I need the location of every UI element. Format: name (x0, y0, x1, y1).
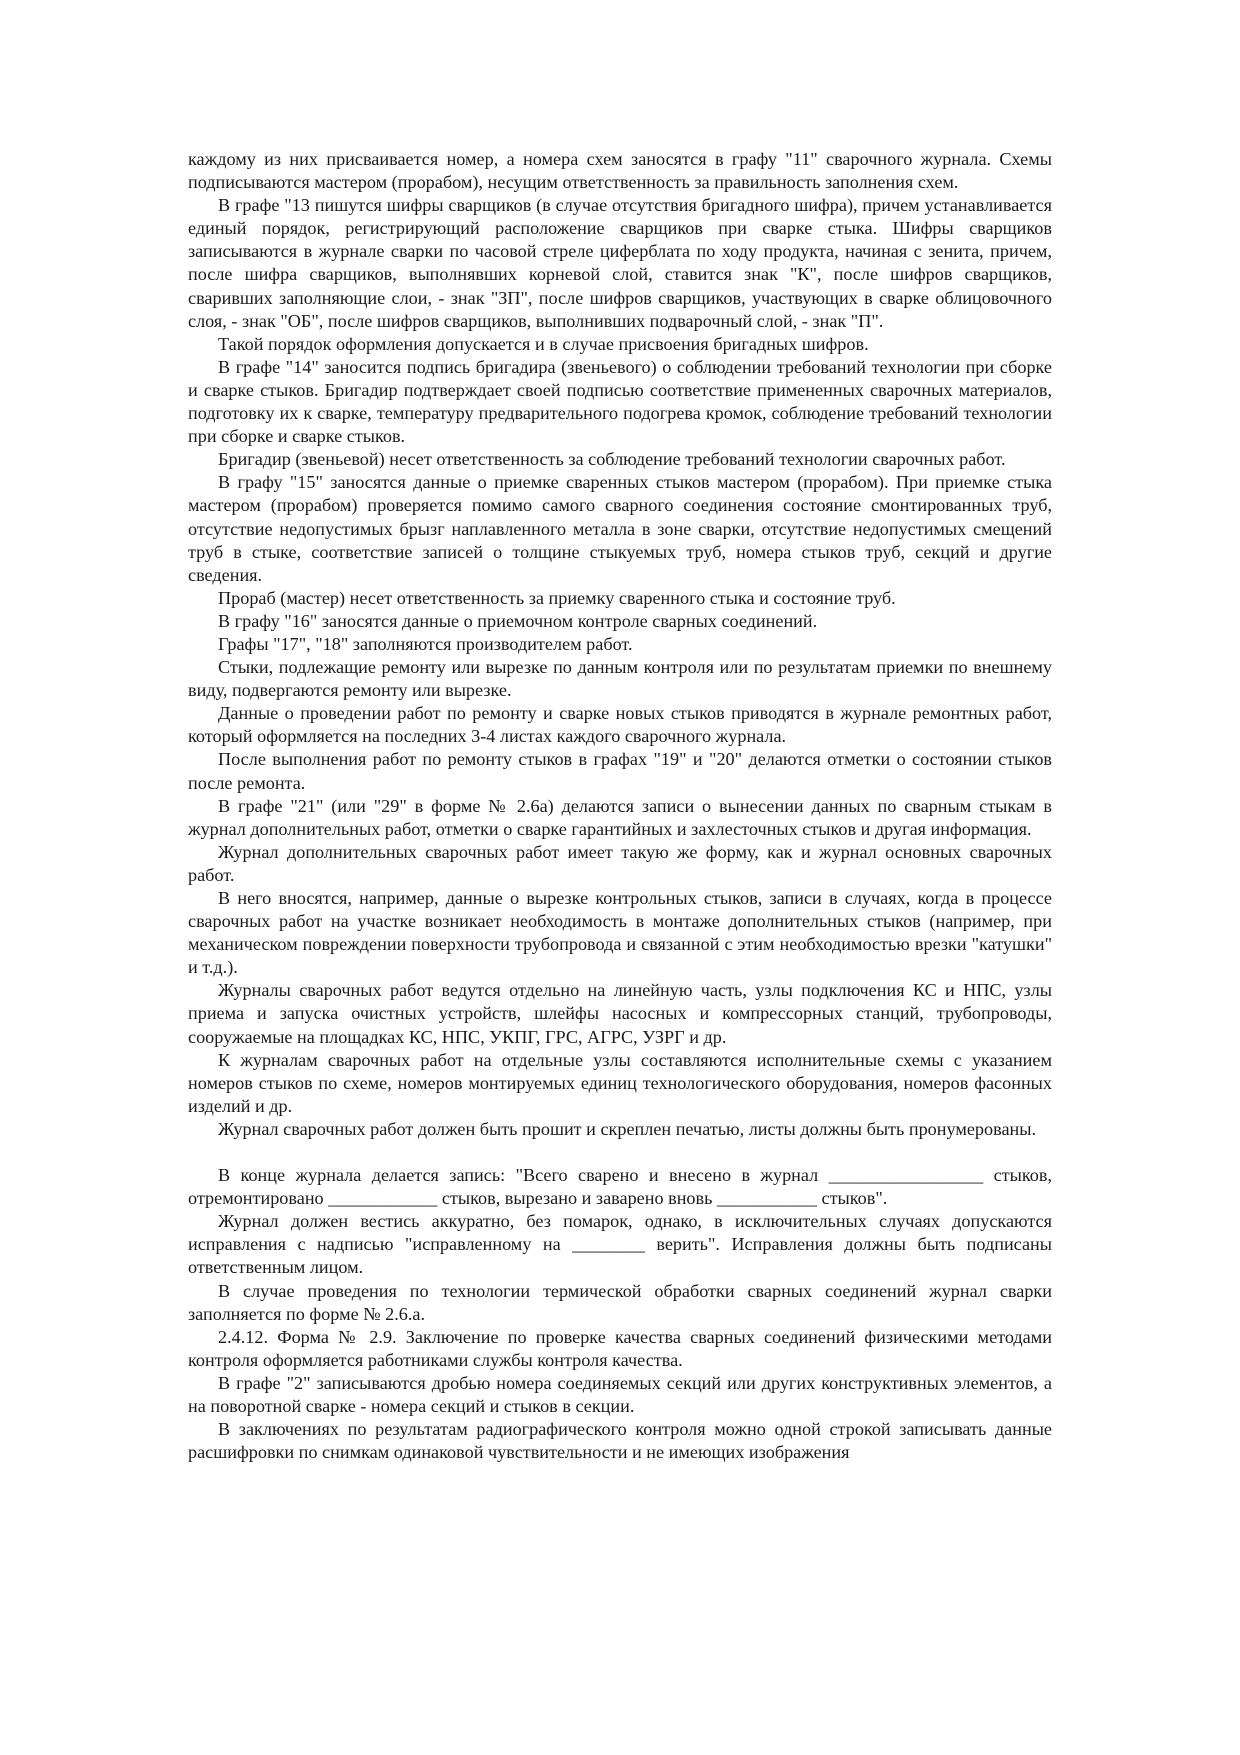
paragraph-column-13: В графе "13 пишутся шифры сварщиков (в случае отсутствия бригадного шифра), причем устанавливается единый порядок, регистрирующий расположение сварщиков при сварке стыка. Шифры сварщиков записываются в журнале сварки по часовой стреле циферблата по ходу продукта, начиная с зенита, причем, после шифра сварщиков, выполнявших корневой слой, ставится знак "К", после шифров сварщиков, сваривших заполняющие слои, - знак "ЗП", после шифров сварщиков, участвующих в сварке облицовочного слоя, - знак "ОБ", после шифров сварщиков, выполнивших подварочный слой, - знак "П". (188, 195, 1052, 331)
paragraph-form-2-9: 2.4.12. Форма № 2.9. Заключение по проверке качества сварных соединений физическими методами контроля оформляется работниками службы контроля качества. (188, 1326, 1052, 1370)
paragraph-schemes-signing: каждому из них присваивается номер, а номера схем заносятся в графу "11" сварочного журнала. Схемы подписываются мастером (прорабом), несущим ответственность за правильность заполнения схем. (188, 149, 1052, 193)
paragraph-column-14: В графе "14" заносится подпись бригадира (звеньевого) о соблюдении требований технологии при сборке и сварке стыков. Бригадир подтверждает своей подписью соответствие примененных сварочных материалов, подготовку их к сварке, температуру предварительного подогрева кромок, соблюдение требований технологии при сборке и сварке стыков. (188, 356, 1052, 447)
paragraph-additional-journal-content: В него вносятся, например, данные о вырезке контрольных стыков, записи в случаях, когда в процессе сварочных работ на участке возникает необходимость в монтаже дополнительных стыков (например, при механическом повреждении поверхности трубопровода и связанной с этим необходимостью врезки "катушки" и т.д.). (188, 888, 1052, 978)
paragraph-column-16: В графу "16" заносятся данные о приемочном контроле сварных соединений. (218, 610, 818, 631)
paragraph-column-2: В графе "2" записываются дробью номера соединяемых секций или других конструктивных элементов, а на поворотной сварке - номера секций и стыков в секции. (188, 1372, 1052, 1416)
paragraph-foreman-responsibility: Прораб (мастер) несет ответственность за приемку сваренного стыка и состояние труб. (218, 587, 896, 608)
paragraph-journal-end-record: В конце журнала делается запись: "Всего сварено и внесено в журнал _________________ стыков, отремонтировано ____________ стыков, вырезано и заварено вновь ___________ стыков". (188, 1165, 1052, 1209)
paragraph-journals-separate: Журналы сварочных работ ведутся отдельно на линейную часть, узлы подключения КС и НПС, узлы приема и запуска очистных устройств, шлейфы насосных и компрессорных станций, трубопроводы, сооружаемые на площадках КС, НПС, УКПГ, ГРС, АГРС, УЗРГ и др. (188, 980, 1052, 1047)
paragraph-brigade-ciphers: Такой порядок оформления допускается и в случае присвоения бригадных шифров. (218, 333, 869, 354)
paragraph-repair-journal: Данные о проведении работ по ремонту и сварке новых стыков приводятся в журнале ремонтных работ, который оформляется на последних 3-4 листах каждого сварочного журнала. (188, 703, 1052, 747)
paragraph-brigadier-responsibility: Бригадир (звеньевой) несет ответственность за соблюдение требований технологии сварочных работ. (218, 449, 1006, 470)
paragraph-executive-schemes: К журналам сварочных работ на отдельные узлы составляются исполнительные схемы с указанием номеров стыков по схеме, номеров монтируемых единиц технологического оборудования, номеров фасонных изделий и др. (188, 1049, 1052, 1116)
paragraph-column-15: В графу "15" заносятся данные о приемке сваренных стыков мастером (прорабом). При приемке стыка мастером (прорабом) проверяется помимо самого сварного соединения состояние смонтированных труб, отсутствие недопустимых брызг наплавленного металла в зоне сварки, отсутствие недопустимых смещений труб в стыке, соответствие записей о толщине стыкуемых труб, номера стыков труб, секций и другие сведения. (188, 472, 1052, 585)
document-page (188, 148, 1052, 1464)
paragraph-column-21: В графе "21" (или "29" в форме № 2.6а) делаются записи о вынесении данных по сварным стыкам в журнал дополнительных работ, отметки о сварке гарантийных и захлесточных стыков и другая информация. (188, 795, 1052, 839)
paragraph-columns-19-20: После выполнения работ по ремонту стыков в графах "19" и "20" делаются отметки о состоянии стыков после ремонта. (188, 749, 1052, 793)
paragraph-repair-or-cut: Стыки, подлежащие ремонту или вырезке по данным контроля или по результатам приемки по внешнему виду, подвергаются ремонту или вырезке. (188, 657, 1052, 701)
paragraph-heat-treatment: В случае проведения по технологии термической обработки сварных соединений журнал сварки заполняется по форме № 2.6.а. (188, 1280, 1052, 1324)
paragraph-additional-journal-form: Журнал дополнительных сварочных работ имеет такую же форму, как и журнал основных сварочных работ. (188, 841, 1052, 885)
paragraph-journal-sealed: Журнал сварочных работ должен быть прошит и скреплен печатью, листы должны быть пронумерованы. (218, 1118, 1037, 1139)
paragraph-corrections: Журнал должен вестись аккуратно, без помарок, однако, в исключительных случаях допускаются исправления с надписью "исправленному на ________ верить". Исправления должны быть подписаны ответственным лицом. (188, 1211, 1052, 1278)
paragraph-radiographic-control: В заключениях по результатам радиографического контроля можно одной строкой записывать данные расшифровки по снимкам одинаковой чувствительности и не имеющих изображения (188, 1419, 1052, 1463)
paragraph-columns-17-18: Графы "17", "18" заполняются производителем работ. (218, 633, 633, 654)
